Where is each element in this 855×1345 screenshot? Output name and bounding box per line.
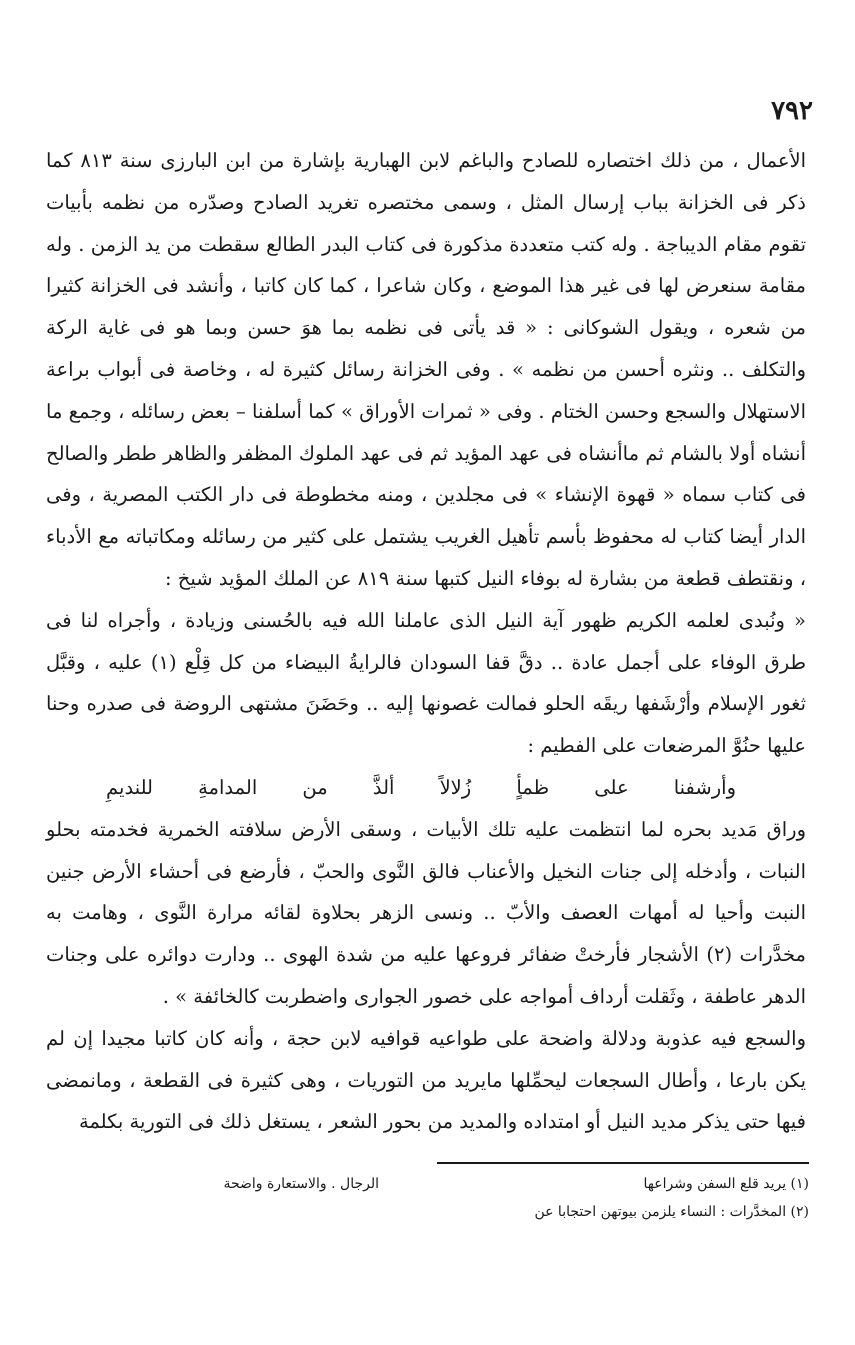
footnote-divider (437, 1162, 809, 1164)
verse-word: ألذَّ (372, 775, 395, 799)
footnote-row (49, 1198, 809, 1226)
footnotes (49, 1170, 809, 1226)
paragraph: والسجع فيه عذوبة ودلالة واضحة على طواعيه قوافيه لابن حجة ، وأنه كان كاتبا مجيدا إن لم يكن بارعا ، وأطال السجعات ليحمِّلها مايريد من التوريات ، وهى كثيرة فى القطعة ، ومانمضى فيها حتى يذكر مديد النيل أو امتداده والمديد من بحور الشعر ، يستغل ذلك فى التورية بكلمة (46, 1026, 806, 1134)
verse-word: للنديمِ (106, 775, 153, 799)
paragraph-quote: « ونُبدى لعلمه الكريم ظهور آية النيل الذى عاملنا الله فيه بالحُسنى وزيادة ، وأجراه لنا فى طرق الوفاء على أجمل عادة .. دقَّ قفا السودان فالرايةُ البيضاء من كل قِلْع (١) عليه ، وقبَّل ثغور الإسلام وأرْشَفها ريقَه الحلو فمالت غصونها إليه .. وحَضَنَ مشتهى الروضة فى صدره وحنا عليها حنُوَّ المرضعات على الفطيم : (46, 608, 806, 758)
verse-word: من (302, 775, 328, 799)
footnote-2-continued: الرجال . والاستعارة واضحة (223, 1176, 379, 1192)
verse-word: ظمأٍ (516, 775, 550, 799)
verse-word: زُلالاً (439, 775, 472, 799)
page-number: ٧٩٢ (771, 96, 813, 126)
verse-word: على (594, 775, 629, 799)
poem-verse (46, 767, 806, 809)
footnote-2: (٢) المخدَّرات : النساء يلزمن بيوتهن احتجابا عن (534, 1204, 809, 1220)
footnote-row (49, 1170, 809, 1198)
footnote-1: (١) يريد قلع السفن وشراعها (643, 1176, 809, 1192)
body-text (46, 140, 806, 1143)
paragraph: الأعمال ، من ذلك اختصاره للصادح والباغم لابن الهبارية بإشارة من ابن البارزى سنة ٨١٣ كما ذكر فى الخزانة بباب إرسال المثل ، وسمى مختصره تغريد الصادح وصدّره من نظمه بأبيات تقوم مقام الديباجة . وله كتب متعددة مذكورة فى كتاب البدر الطالع سقطت من يد الزمن . وله مقامة سنعرض لها فى غير هذا الموضع ، وكان شاعرا ، كما كان كاتبا ، وأنشد فى الخزانة كثيرا من شعره ، ويقول الشوكانى : « قد يأتى فى نظمه بما هوَ حسن وبما هو فى غاية الركة والتكلف .. ونثره أحسن من نظمه » . وفى الخزانة رسائل كثيرة له ، وخاصة فى أبواب براعة الاستهلال والسجع وحسن الختام . وفى « ثمرات الأوراق » كما أسلفنا – بعض رسائله ، وجمع ما أنشاه أولا بالشام ثم ماأنشاه فى عهد المؤيد ثم فى عهد الملوك المظفر والظاهر ططر والصالح فى كتاب سماه « قهوة الإنشاء » فى مجلدين ، ومنه مخطوطة فى دار الكتب المصرية ، وفى الدار أيضا كتاب له محفوظ بأسم تأهيل الغريب يشتمل على كثير من رسائله ومكاتباته مع الأدباء ، ونقتطف قطعة من بشارة له بوفاء النيل كتبها سنة ٨١٩ عن الملك المؤيد شيخ : (46, 149, 807, 590)
paragraph-quote-continued: وراق مَديد بحره لما انتظمت عليه تلك الأبيات ، وسقى الأرض سلافته الخمرية فخدمته بحلو النبات ، وأدخله إلى جنات النخيل والأعناب فالق النَّوى والحبّ ، فأرضع فى أحشاء الأرض جنين النبت وأحيا له أمهات العصف والأبّ .. ونسى الزهر بحلاوة لقائه مرارة النَّوى ، وهامت به مخدَّرات (٢) الأشجار فأرختْ ضفائر فروعها عليه من شدة الهوى .. ودارت دوائره على وجنات الدهر عاطفة ، وثَقلت أرداف أمواجه على خصور الجوارى واضطربت كالخائفة » . (46, 817, 806, 1008)
verse-word: وأرشفنا (673, 775, 736, 799)
verse-word: المدامةِ (198, 775, 258, 799)
